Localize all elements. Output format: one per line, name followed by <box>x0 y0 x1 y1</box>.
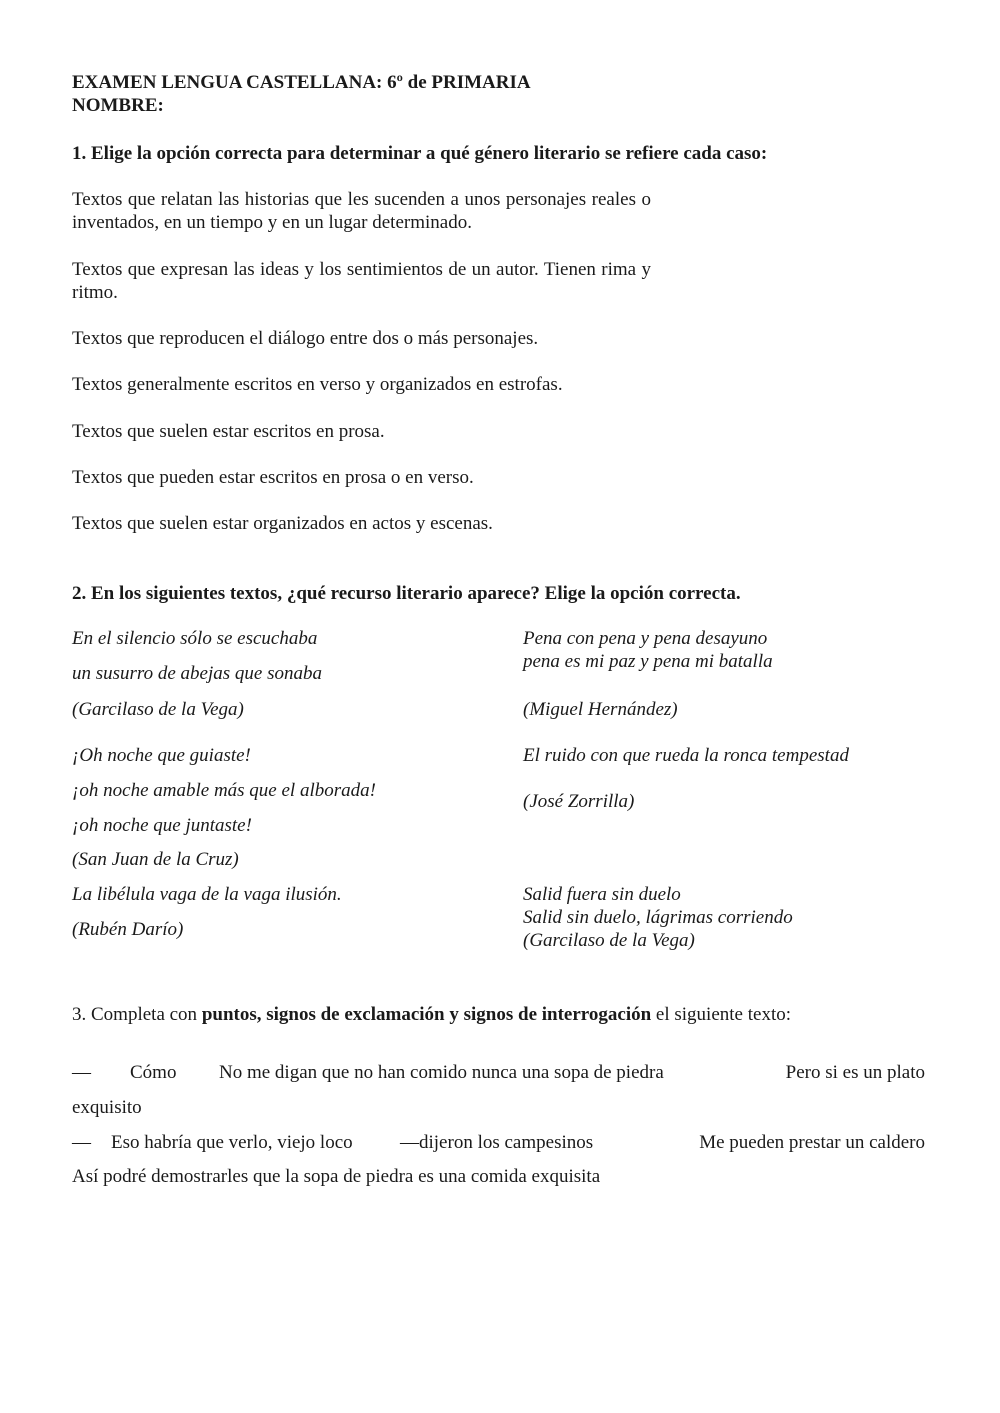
q3-fragment: Me pueden prestar un caldero <box>699 1132 925 1153</box>
q3-text-line: Así podré demostrarles que la sopa de piedra es una comida exquisita <box>72 1166 601 1187</box>
q3-heading-pre: 3. Completa con <box>72 1004 202 1025</box>
q1-item: Textos generalmente escritos en verso y organizados en estrofas. <box>72 374 563 395</box>
q3-heading-post: el siguiente texto: <box>651 1004 791 1025</box>
question-1-heading: 1. Elige la opción correcta para determinar a qué género literario se refiere cada caso: <box>72 143 768 164</box>
verse-line: ¡Oh noche que guiaste! <box>72 745 251 766</box>
question-3-heading <box>72 1003 791 1026</box>
q3-dash: — <box>72 1062 91 1083</box>
q3-fragment: Eso habría que verlo, viejo loco <box>111 1132 353 1153</box>
q3-text-line <box>72 1131 925 1154</box>
verse-line: Salid sin duelo, lágrimas corriendo <box>523 907 793 928</box>
q1-item: Textos que reproducen el diálogo entre dos o más personajes. <box>72 328 539 349</box>
exam-title: EXAMEN LENGUA CASTELLANA: 6º de PRIMARIA <box>72 72 531 93</box>
verse-line: pena es mi paz y pena mi batalla <box>523 651 773 672</box>
q1-item: Textos que pueden estar escritos en prosa o en verso. <box>72 467 474 488</box>
question-2-heading: 2. En los siguientes textos, ¿qué recurso literario aparece? Elige la opción correcta. <box>72 583 741 604</box>
verse-author: (José Zorrilla) <box>523 791 635 812</box>
q1-item: Textos que suelen estar escritos en prosa. <box>72 421 385 442</box>
verse-line: Pena con pena y pena desayuno <box>523 628 768 649</box>
q3-dash: — <box>72 1132 91 1153</box>
q3-text-line <box>72 1061 925 1084</box>
q3-fragment: Cómo <box>130 1062 177 1083</box>
verse-line: un susurro de abejas que sonaba <box>72 663 322 684</box>
verse-line: ¡oh noche que juntaste! <box>72 815 252 836</box>
verse-author: (Garcilaso de la Vega) <box>72 699 244 720</box>
name-label: NOMBRE: <box>72 95 164 116</box>
q3-fragment: Pero si es un plato <box>785 1062 925 1083</box>
verse-author: (Rubén Darío) <box>72 919 184 940</box>
q1-item: Textos que suelen estar organizados en actos y escenas. <box>72 513 493 534</box>
verse-line: La libélula vaga de la vaga ilusión. <box>72 884 342 905</box>
q3-heading-bold: puntos, signos de exclamación y signos de interrogación <box>201 1004 652 1025</box>
verse-line: El ruido con que rueda la ronca tempestad <box>523 745 849 766</box>
verse-author: (San Juan de la Cruz) <box>72 849 239 870</box>
verse-line: Salid fuera sin duelo <box>523 884 681 905</box>
q3-fragment: No me digan que no han comido nunca una sopa de piedra <box>219 1062 664 1083</box>
q1-item: Textos que relatan las historias que les sucenden a unos personajes reales o inventados, en un tiempo y en un lugar determinado. <box>72 189 651 233</box>
verse-line: ¡oh noche amable más que el alborada! <box>72 780 376 801</box>
q1-item: Textos que expresan las ideas y los sentimientos de un autor. Tienen rima y ritmo. <box>72 259 651 303</box>
q3-text-line: exquisito <box>72 1097 142 1118</box>
verse-author: (Garcilaso de la Vega) <box>523 930 695 951</box>
q3-fragment: —dijeron los campesinos <box>400 1132 594 1153</box>
verse-author: (Miguel Hernández) <box>523 699 678 720</box>
verse-line: En el silencio sólo se escuchaba <box>72 628 318 649</box>
